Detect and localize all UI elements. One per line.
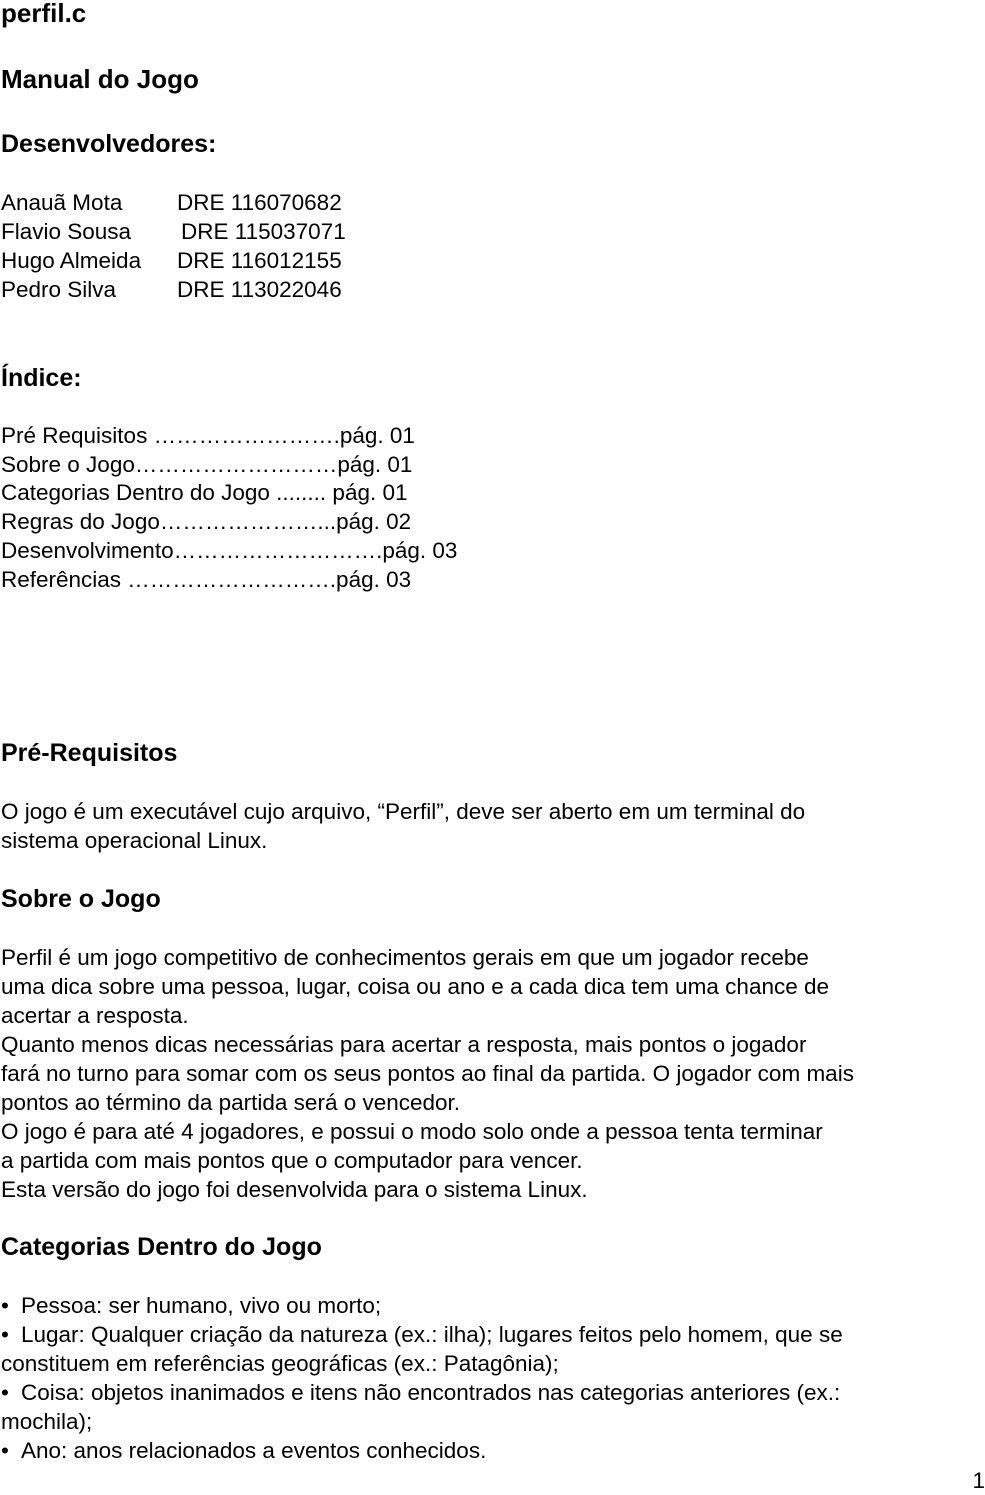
index-heading: Índice: bbox=[1, 364, 82, 392]
about-paragraph bbox=[1, 943, 961, 1204]
developer-dre: DRE 115037071 bbox=[181, 219, 346, 244]
paragraph-line: O jogo é um executável cujo arquivo, “Perfil”, deve ser aberto em um terminal do bbox=[1, 799, 806, 824]
bullet-icon: • bbox=[1, 1293, 9, 1318]
bullet-icon: • bbox=[1, 1438, 9, 1463]
developer-row bbox=[1, 188, 421, 217]
category-line: Pessoa: ser humano, vivo ou morto; bbox=[21, 1293, 382, 1318]
developer-dre: DRE 113022046 bbox=[177, 277, 342, 302]
index-entry-about: Sobre o Jogo………………………pág. 01 bbox=[1, 452, 413, 477]
developer-row bbox=[1, 275, 421, 304]
category-line: constituem em referências geográficas (ex.: Patagônia); bbox=[1, 1351, 559, 1376]
developer-row bbox=[1, 246, 421, 275]
developer-name: Pedro Silva bbox=[1, 277, 117, 302]
categories-heading: Categorias Dentro do Jogo bbox=[1, 1233, 322, 1261]
paragraph-line: pontos ao término da partida será o vencedor. bbox=[1, 1090, 461, 1115]
developer-name: Flavio Sousa bbox=[1, 219, 132, 244]
list-item bbox=[1, 1291, 961, 1320]
category-line: Ano: anos relacionados a eventos conhecidos. bbox=[21, 1438, 487, 1463]
page-number: 1 bbox=[972, 1468, 985, 1493]
document-title: Manual do Jogo bbox=[1, 64, 199, 94]
file-name: perfil.c bbox=[1, 0, 87, 28]
paragraph-line: Esta versão do jogo foi desenvolvida para o sistema Linux. bbox=[1, 1177, 588, 1202]
paragraph-line: Quanto menos dicas necessárias para acertar a resposta, mais pontos o jogador bbox=[1, 1032, 807, 1057]
bullet-icon: • bbox=[1, 1322, 9, 1347]
category-line: Lugar: Qualquer criação da natureza (ex.: ilha); lugares feitos pelo homem, que se bbox=[21, 1322, 843, 1347]
developer-dre: DRE 116070682 bbox=[177, 190, 342, 215]
paragraph-line: acertar a resposta. bbox=[1, 1003, 189, 1028]
developer-name: Hugo Almeida bbox=[1, 248, 142, 273]
prereq-paragraph bbox=[1, 797, 961, 855]
index-entry-references: Referências ……………………….pág. 03 bbox=[1, 567, 412, 592]
paragraph-line: sistema operacional Linux. bbox=[1, 828, 268, 853]
list-item bbox=[1, 1378, 961, 1436]
developer-dre: DRE 116012155 bbox=[177, 248, 342, 273]
paragraph-line: O jogo é para até 4 jogadores, e possui o modo solo onde a pessoa tenta terminar bbox=[1, 1119, 823, 1144]
paragraph-line: Perfil é um jogo competitivo de conhecimentos gerais em que um jogador recebe bbox=[1, 945, 809, 970]
list-item bbox=[1, 1320, 961, 1378]
developers-heading: Desenvolvedores: bbox=[1, 130, 217, 158]
index-entry-rules: Regras do Jogo…………………...pág. 02 bbox=[1, 509, 412, 534]
index-entry-categories: Categorias Dentro do Jogo ........ pág. 01 bbox=[1, 480, 408, 505]
list-item bbox=[1, 1436, 961, 1465]
paragraph-line: a partida com mais pontos que o computador para vencer. bbox=[1, 1148, 583, 1173]
bullet-icon: • bbox=[1, 1380, 9, 1405]
category-line: mochila); bbox=[1, 1409, 93, 1434]
category-line: Coisa: objetos inanimados e itens não encontrados nas categorias anteriores (ex.: bbox=[21, 1380, 841, 1405]
developer-name: Anauã Mota bbox=[1, 190, 123, 215]
about-heading: Sobre o Jogo bbox=[1, 885, 161, 913]
prereq-heading: Pré-Requisitos bbox=[1, 739, 178, 767]
paragraph-line: uma dica sobre uma pessoa, lugar, coisa ou ano e a cada dica tem uma chance de bbox=[1, 974, 830, 999]
paragraph-line: fará no turno para somar com os seus pontos ao final da partida. O jogador com mais bbox=[1, 1061, 854, 1086]
index-entry-prereq: Pré Requisitos …………………….pág. 01 bbox=[1, 423, 415, 448]
index-entry-development: Desenvolvimento……………………….pág. 03 bbox=[1, 538, 458, 563]
developer-row bbox=[1, 217, 421, 246]
